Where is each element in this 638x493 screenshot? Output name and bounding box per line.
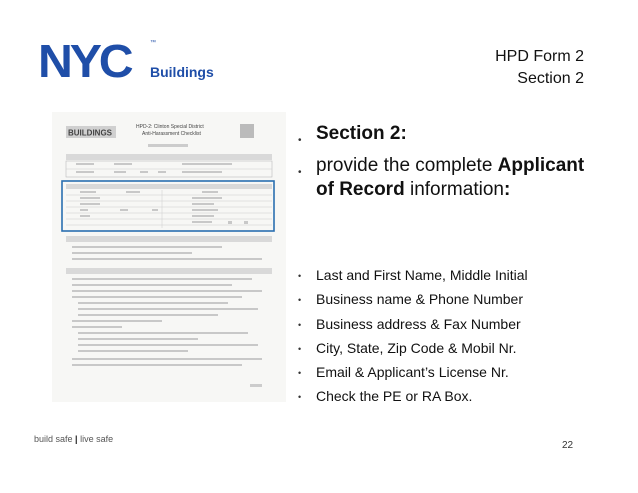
footer-separator: | — [75, 434, 78, 444]
logo-nyc-text: NYC — [38, 35, 131, 87]
main-bullets — [298, 122, 598, 202]
field-list-item: • Email & Applicant’s License Nr. — [298, 364, 509, 381]
nyc-buildings-logo — [38, 35, 218, 88]
field-city-text: City, State, Zip Code & Mobil Nr. — [316, 339, 517, 356]
form-title-line2: Anti-Harassment Checklist — [142, 131, 201, 137]
header-section-title: Section 2 — [517, 70, 584, 87]
field-list-item: • Last and First Name, Middle Initial — [298, 267, 528, 283]
page-number: 22 — [562, 440, 574, 451]
instruction-part-3: information — [404, 179, 504, 200]
form-brand-text: BUILDINGS — [68, 128, 112, 138]
instruction-part-1: provide the complete — [316, 155, 498, 176]
bullet-section-heading: • Section 2: — [298, 123, 407, 146]
field-name-text: Last and First Name, Middle Initial — [316, 267, 528, 283]
bullet-instruction: • provide the complete Applicant of Record information: — [298, 155, 585, 200]
footer-tagline — [34, 434, 113, 444]
field-business-text: Business name & Phone Number — [316, 291, 523, 308]
form-thumbnail-image — [52, 112, 286, 402]
field-list-item: • Business address & Fax Number — [298, 315, 521, 332]
field-address-text: Business address & Fax Number — [316, 315, 521, 332]
field-check-text: Check the PE or RA Box. — [316, 388, 473, 405]
field-list — [298, 263, 618, 409]
field-list-item: • Business name & Phone Number — [298, 291, 523, 308]
bullet-section-text: Section 2: — [316, 123, 407, 144]
logo-trademark: ™ — [150, 40, 156, 46]
footer-live-safe: live safe — [80, 434, 114, 444]
field-list-item: • Check the PE or RA Box. — [298, 388, 473, 405]
field-email-text: Email & Applicant’s License Nr. — [316, 364, 509, 381]
footer-build-safe: build safe — [34, 434, 73, 444]
slide-header — [495, 46, 584, 90]
instruction-part-2: Applicant of Record — [316, 155, 585, 200]
logo-buildings-text: Buildings — [150, 64, 214, 80]
form-title-line1: HPD-2: Clinton Special District — [136, 124, 204, 130]
field-list-item: • City, State, Zip Code & Mobil Nr. — [298, 339, 517, 356]
header-form-title: HPD Form 2 — [495, 48, 584, 65]
instruction-part-4: : — [503, 179, 511, 200]
